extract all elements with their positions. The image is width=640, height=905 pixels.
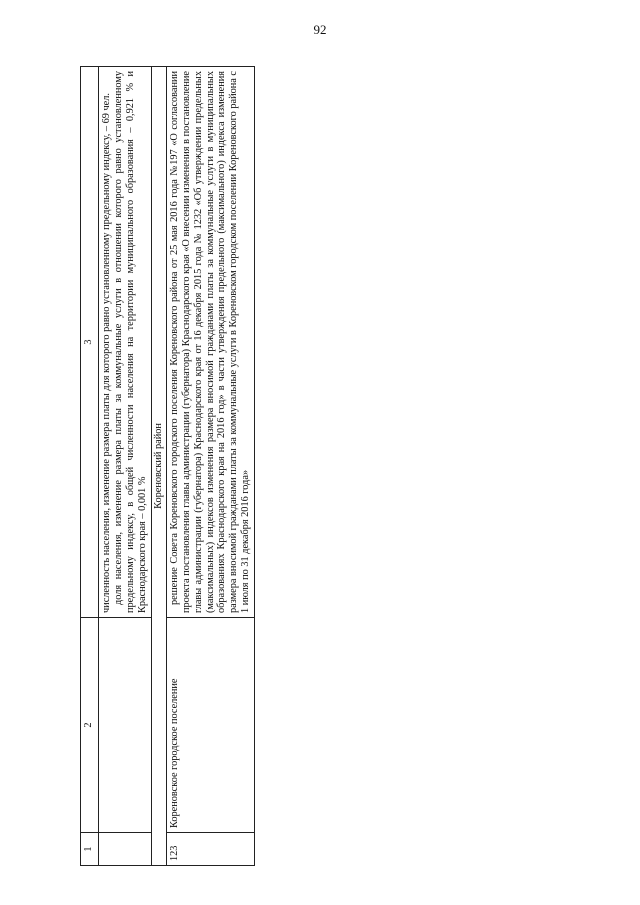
- header-col-2: 2: [81, 618, 99, 833]
- section-title: Кореновский район: [151, 67, 166, 866]
- details-cell: [166, 67, 255, 618]
- details-cell: [99, 67, 152, 618]
- header-col-3: 3: [81, 67, 99, 618]
- details-line: решение Совета Кореновского городского поселения Кореновского района от 25 мая 2016 года №197 «О согласовании проекта постановления главы администрации (губернатора) Краснодарского края «О внесении изменения в постановление главы администрации (губернатора) Краснодарского края от 16 декабря 2015 года № 1232 «Об утверждении предельных (максимальных) индексов изменения размера вносимой гражданами платы за коммунальные услуги в муниципальных образованиях Краснодарского края на 2016 год» в части утверждения предельного (максимального) индекса изменения размера вносимой гражданами платы за коммунальные услуги в Кореновском городском поселении Кореновского района с 1 июля по 31 декабря 2016 года»: [168, 71, 252, 613]
- row-number: 123: [166, 833, 255, 866]
- table-row-continued: [99, 67, 152, 866]
- header-col-1: 1: [81, 833, 99, 866]
- tariff-table: [80, 66, 255, 866]
- details-line: численность населения, изменение размера платы для которого равно установленному предельному индексу, – 69 чел.: [101, 93, 112, 613]
- settlement-name: Кореновское городское поселение: [166, 618, 255, 833]
- page-number: 92: [313, 22, 327, 37]
- rotated-table-wrapper: [80, 66, 610, 866]
- table-header-row: [81, 67, 99, 866]
- settlement-cell: [99, 618, 152, 833]
- section-row: [151, 67, 166, 866]
- row-number-cell: [99, 833, 152, 866]
- table-row: [166, 67, 255, 866]
- details-line: доля населения, изменение размера платы за коммунальные услуги в отношении которого равно установленному предельному индексу, в общей численности населения на территории муниципального образования – 0,921 % и Краснодарского края – 0,001 %: [112, 71, 148, 613]
